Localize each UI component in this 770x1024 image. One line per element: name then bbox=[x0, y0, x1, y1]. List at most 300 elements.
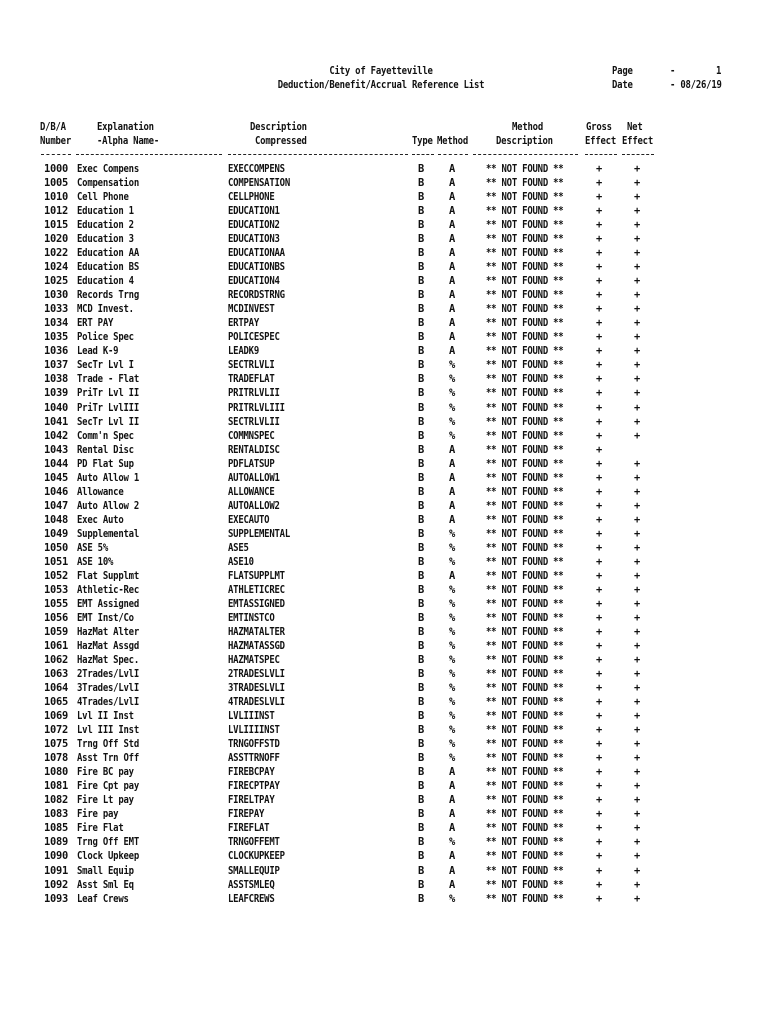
net-effect-cell: + bbox=[633, 513, 640, 526]
gross-effect-cell: + bbox=[595, 485, 602, 498]
method-cell: A bbox=[448, 822, 455, 835]
gross-effect-cell: + bbox=[595, 527, 602, 540]
explanation-cell: Education 1 bbox=[77, 205, 134, 218]
table-row bbox=[0, 667, 770, 681]
method-description-cell: ** NOT FOUND ** bbox=[486, 177, 564, 190]
explanation-cell: Records Trng bbox=[77, 289, 139, 302]
table-row bbox=[0, 190, 770, 204]
net-effect-cell: + bbox=[633, 205, 640, 218]
type-cell: B bbox=[417, 219, 424, 232]
net-effect-cell: + bbox=[633, 485, 640, 498]
method-description-cell: ** NOT FOUND ** bbox=[486, 401, 564, 414]
method-description-cell: ** NOT FOUND ** bbox=[486, 191, 564, 204]
table-row bbox=[0, 835, 770, 849]
dba-number: 1005 bbox=[44, 177, 69, 190]
type-cell: B bbox=[417, 597, 424, 610]
type-cell: B bbox=[417, 625, 424, 638]
header-separator bbox=[76, 154, 222, 155]
dba-number: 1091 bbox=[44, 864, 69, 877]
gross-effect-cell: + bbox=[595, 583, 602, 596]
description-cell: 3TRADESLVLI bbox=[228, 682, 285, 695]
type-cell: B bbox=[417, 710, 424, 723]
gross-effect-cell: + bbox=[595, 205, 602, 218]
method-description-cell: ** NOT FOUND ** bbox=[486, 625, 564, 638]
explanation-cell: Education AA bbox=[77, 247, 139, 260]
gross-effect-cell: + bbox=[595, 794, 602, 807]
table-row bbox=[0, 793, 770, 807]
dba-number: 1012 bbox=[44, 205, 69, 218]
method-description-cell: ** NOT FOUND ** bbox=[486, 289, 564, 302]
method-description-cell: ** NOT FOUND ** bbox=[486, 415, 564, 428]
type-cell: B bbox=[417, 822, 424, 835]
col-explanation-line1: Explanation bbox=[97, 121, 154, 133]
gross-effect-cell: + bbox=[595, 611, 602, 624]
gross-effect-cell: + bbox=[595, 780, 602, 793]
table-row bbox=[0, 555, 770, 569]
method-description-cell: ** NOT FOUND ** bbox=[486, 808, 564, 821]
explanation-cell: 4Trades/LvlI bbox=[77, 696, 139, 709]
description-cell: EMTINSTCO bbox=[228, 611, 275, 624]
gross-effect-cell: + bbox=[595, 808, 602, 821]
table-row bbox=[0, 639, 770, 653]
explanation-cell: Trade - Flat bbox=[77, 373, 139, 386]
gross-effect-cell: + bbox=[595, 233, 602, 246]
method-description-cell: ** NOT FOUND ** bbox=[486, 275, 564, 288]
description-cell: HAZMATALTER bbox=[228, 625, 285, 638]
dba-number: 1000 bbox=[44, 163, 69, 175]
net-effect-cell: + bbox=[633, 836, 640, 849]
net-effect-cell: + bbox=[633, 415, 640, 428]
table-row bbox=[0, 751, 770, 765]
method-cell: A bbox=[448, 233, 455, 246]
table-row bbox=[0, 681, 770, 695]
gross-effect-cell: + bbox=[595, 850, 602, 863]
type-cell: B bbox=[417, 331, 424, 344]
method-cell: A bbox=[448, 205, 455, 218]
type-cell: B bbox=[417, 738, 424, 751]
description-cell: TRNGOFFEMT bbox=[228, 836, 280, 849]
dba-number: 1062 bbox=[44, 654, 69, 667]
gross-effect-cell: + bbox=[595, 191, 602, 204]
net-effect-cell: + bbox=[633, 597, 640, 610]
type-cell: B bbox=[417, 654, 424, 667]
net-effect-cell: + bbox=[633, 710, 640, 723]
description-cell: ASSTTRNOFF bbox=[228, 752, 280, 765]
gross-effect-cell: + bbox=[595, 878, 602, 891]
gross-effect-cell: + bbox=[595, 247, 602, 260]
page-label: Page bbox=[612, 65, 633, 77]
net-effect-cell: + bbox=[633, 471, 640, 484]
method-description-cell: ** NOT FOUND ** bbox=[486, 864, 564, 877]
description-cell: ASSTSMLEQ bbox=[228, 878, 275, 891]
type-cell: B bbox=[417, 415, 424, 428]
method-description-cell: ** NOT FOUND ** bbox=[486, 836, 564, 849]
explanation-cell: PriTr Lvl II bbox=[77, 387, 139, 400]
explanation-cell: Cell Phone bbox=[77, 191, 129, 204]
explanation-cell: Rental Disc bbox=[77, 443, 134, 456]
explanation-cell: Small Equip bbox=[77, 864, 134, 877]
method-cell: % bbox=[448, 696, 455, 709]
dba-number: 1015 bbox=[44, 219, 69, 232]
gross-effect-cell: + bbox=[595, 289, 602, 302]
method-description-cell: ** NOT FOUND ** bbox=[486, 611, 564, 624]
table-row bbox=[0, 737, 770, 751]
gross-effect-cell: + bbox=[595, 822, 602, 835]
description-cell: HAZMATSPEC bbox=[228, 654, 280, 667]
dba-number: 1037 bbox=[44, 359, 69, 372]
method-description-cell: ** NOT FOUND ** bbox=[486, 233, 564, 246]
method-description-cell: ** NOT FOUND ** bbox=[486, 878, 564, 891]
method-cell: A bbox=[448, 808, 455, 821]
net-effect-cell: + bbox=[633, 611, 640, 624]
method-description-cell: ** NOT FOUND ** bbox=[486, 457, 564, 470]
gross-effect-cell: + bbox=[595, 471, 602, 484]
description-cell: HAZMATASSGD bbox=[228, 640, 285, 653]
method-cell: A bbox=[448, 163, 455, 175]
type-cell: B bbox=[417, 569, 424, 582]
method-description-cell: ** NOT FOUND ** bbox=[486, 640, 564, 653]
method-cell: A bbox=[448, 317, 455, 330]
table-row bbox=[0, 765, 770, 779]
header-separator bbox=[438, 154, 468, 155]
net-effect-cell: + bbox=[633, 822, 640, 835]
method-description-cell: ** NOT FOUND ** bbox=[486, 303, 564, 316]
net-effect-cell: + bbox=[633, 177, 640, 190]
description-cell: COMPENSATION bbox=[228, 177, 290, 190]
method-cell: % bbox=[448, 415, 455, 428]
method-cell: % bbox=[448, 373, 455, 386]
type-cell: B bbox=[417, 345, 424, 358]
dba-number: 1083 bbox=[44, 808, 69, 821]
dba-number: 1085 bbox=[44, 822, 69, 835]
table-row bbox=[0, 597, 770, 611]
gross-effect-cell: + bbox=[595, 555, 602, 568]
dba-number: 1072 bbox=[44, 724, 69, 737]
method-description-cell: ** NOT FOUND ** bbox=[486, 443, 564, 456]
gross-effect-cell: + bbox=[595, 303, 602, 316]
explanation-cell: ASE 10% bbox=[77, 555, 114, 568]
method-cell: A bbox=[448, 247, 455, 260]
gross-effect-cell: + bbox=[595, 373, 602, 386]
explanation-cell: Clock Upkeep bbox=[77, 850, 139, 863]
type-cell: B bbox=[417, 682, 424, 695]
type-cell: B bbox=[417, 864, 424, 877]
dba-number: 1048 bbox=[44, 513, 69, 526]
method-cell: A bbox=[448, 191, 455, 204]
description-cell: COMMNSPEC bbox=[228, 429, 275, 442]
method-description-cell: ** NOT FOUND ** bbox=[486, 583, 564, 596]
method-description-cell: ** NOT FOUND ** bbox=[486, 219, 564, 232]
type-cell: B bbox=[417, 163, 424, 175]
net-effect-cell: + bbox=[633, 233, 640, 246]
type-cell: B bbox=[417, 275, 424, 288]
method-cell: A bbox=[448, 331, 455, 344]
header-separator bbox=[585, 154, 617, 155]
gross-effect-cell: + bbox=[595, 261, 602, 274]
type-cell: B bbox=[417, 794, 424, 807]
table-row bbox=[0, 625, 770, 639]
description-cell: RECORDSTRNG bbox=[228, 289, 285, 302]
description-cell: EDUCATION3 bbox=[228, 233, 280, 246]
net-effect-cell: + bbox=[633, 457, 640, 470]
description-cell: CLOCKUPKEEP bbox=[228, 850, 285, 863]
gross-effect-cell: + bbox=[595, 597, 602, 610]
method-cell: % bbox=[448, 710, 455, 723]
table-row bbox=[0, 471, 770, 485]
table-row bbox=[0, 723, 770, 737]
dba-number: 1065 bbox=[44, 696, 69, 709]
table-row bbox=[0, 779, 770, 793]
dba-number: 1040 bbox=[44, 401, 69, 414]
explanation-cell: Exec Compens bbox=[77, 163, 139, 175]
method-description-cell: ** NOT FOUND ** bbox=[486, 499, 564, 512]
description-cell: PRITRLVLII bbox=[228, 387, 280, 400]
header-separator bbox=[412, 154, 434, 155]
description-cell: LEAFCREWS bbox=[228, 892, 275, 905]
description-cell: LEADK9 bbox=[228, 345, 260, 358]
type-cell: B bbox=[417, 289, 424, 302]
type-cell: B bbox=[417, 696, 424, 709]
dba-number: 1059 bbox=[44, 625, 69, 638]
col-net-line2: Effect bbox=[622, 135, 654, 147]
type-cell: B bbox=[417, 611, 424, 624]
table-row bbox=[0, 709, 770, 723]
table-row bbox=[0, 358, 770, 372]
method-cell: % bbox=[448, 654, 455, 667]
description-cell: EDUCATIONBS bbox=[228, 261, 285, 274]
table-row bbox=[0, 415, 770, 429]
dba-number: 1092 bbox=[44, 878, 69, 891]
gross-effect-cell: + bbox=[595, 513, 602, 526]
report-title: Deduction/Benefit/Accrual Reference List bbox=[277, 79, 485, 91]
dba-number: 1010 bbox=[44, 191, 69, 204]
table-row bbox=[0, 807, 770, 821]
method-description-cell: ** NOT FOUND ** bbox=[486, 710, 564, 723]
gross-effect-cell: + bbox=[595, 163, 602, 175]
type-cell: B bbox=[417, 766, 424, 779]
method-cell: A bbox=[448, 177, 455, 190]
dba-number: 1081 bbox=[44, 780, 69, 793]
dba-number: 1063 bbox=[44, 668, 69, 681]
header-separator bbox=[473, 154, 578, 155]
description-cell: ALLOWANCE bbox=[228, 485, 275, 498]
dba-number: 1039 bbox=[44, 387, 69, 400]
gross-effect-cell: + bbox=[595, 625, 602, 638]
table-row bbox=[0, 162, 770, 176]
net-effect-cell: + bbox=[633, 569, 640, 582]
type-cell: B bbox=[417, 317, 424, 330]
description-cell: LVLIIIINST bbox=[228, 724, 280, 737]
description-cell: EDUCATIONAA bbox=[228, 247, 285, 260]
method-cell: A bbox=[448, 794, 455, 807]
method-description-cell: ** NOT FOUND ** bbox=[486, 373, 564, 386]
type-cell: B bbox=[417, 485, 424, 498]
dba-number: 1045 bbox=[44, 471, 69, 484]
dba-number: 1036 bbox=[44, 345, 69, 358]
method-cell: A bbox=[448, 878, 455, 891]
description-cell: PDFLATSUP bbox=[228, 457, 275, 470]
dba-number: 1049 bbox=[44, 527, 69, 540]
method-cell: % bbox=[448, 682, 455, 695]
col-dba-line2: Number bbox=[40, 135, 72, 147]
type-cell: B bbox=[417, 583, 424, 596]
description-cell: 4TRADESLVLI bbox=[228, 696, 285, 709]
method-cell: % bbox=[448, 583, 455, 596]
type-cell: B bbox=[417, 373, 424, 386]
dba-number: 1025 bbox=[44, 275, 69, 288]
dba-number: 1055 bbox=[44, 597, 69, 610]
col-description-line1: Description bbox=[250, 121, 307, 133]
table-row bbox=[0, 302, 770, 316]
type-cell: B bbox=[417, 177, 424, 190]
description-cell: FIREPAY bbox=[228, 808, 265, 821]
method-cell: % bbox=[448, 387, 455, 400]
table-row bbox=[0, 386, 770, 400]
description-cell: FIRECPTPAY bbox=[228, 780, 280, 793]
gross-effect-cell: + bbox=[595, 219, 602, 232]
explanation-cell: Compensation bbox=[77, 177, 139, 190]
dba-number: 1090 bbox=[44, 850, 69, 863]
description-cell: FIREBCPAY bbox=[228, 766, 275, 779]
type-cell: B bbox=[417, 850, 424, 863]
net-effect-cell: + bbox=[633, 625, 640, 638]
description-cell: EDUCATION2 bbox=[228, 219, 280, 232]
org-title: City of Fayetteville bbox=[329, 65, 433, 77]
method-cell: A bbox=[448, 513, 455, 526]
net-effect-cell: + bbox=[633, 499, 640, 512]
header-separator bbox=[41, 154, 71, 155]
gross-effect-cell: + bbox=[595, 275, 602, 288]
method-description-cell: ** NOT FOUND ** bbox=[486, 513, 564, 526]
explanation-cell: PD Flat Sup bbox=[77, 457, 134, 470]
gross-effect-cell: + bbox=[595, 443, 602, 456]
description-cell: SMALLEQUIP bbox=[228, 864, 280, 877]
type-cell: B bbox=[417, 233, 424, 246]
method-cell: % bbox=[448, 541, 455, 554]
dba-number: 1043 bbox=[44, 443, 69, 456]
table-row bbox=[0, 288, 770, 302]
header-separator bbox=[622, 154, 654, 155]
explanation-cell: Fire BC pay bbox=[77, 766, 134, 779]
method-cell: % bbox=[448, 611, 455, 624]
method-cell: % bbox=[448, 401, 455, 414]
type-cell: B bbox=[417, 205, 424, 218]
method-description-cell: ** NOT FOUND ** bbox=[486, 780, 564, 793]
net-effect-cell: + bbox=[633, 275, 640, 288]
net-effect-cell: + bbox=[633, 668, 640, 681]
explanation-cell: EMT Inst/Co bbox=[77, 611, 134, 624]
net-effect-cell: + bbox=[633, 317, 640, 330]
page-dash: - bbox=[670, 65, 676, 77]
dba-number: 1093 bbox=[44, 892, 69, 905]
method-cell: % bbox=[448, 738, 455, 751]
method-description-cell: ** NOT FOUND ** bbox=[486, 682, 564, 695]
type-cell: B bbox=[417, 555, 424, 568]
net-effect-cell: + bbox=[633, 527, 640, 540]
method-cell: A bbox=[448, 780, 455, 793]
method-cell: % bbox=[448, 724, 455, 737]
dba-number: 1080 bbox=[44, 766, 69, 779]
description-cell: ATHLETICREC bbox=[228, 583, 285, 596]
gross-effect-cell: + bbox=[595, 766, 602, 779]
dba-number: 1046 bbox=[44, 485, 69, 498]
method-description-cell: ** NOT FOUND ** bbox=[486, 471, 564, 484]
description-cell: AUTOALLOW1 bbox=[228, 471, 280, 484]
method-cell: A bbox=[448, 261, 455, 274]
table-row bbox=[0, 513, 770, 527]
type-cell: B bbox=[417, 878, 424, 891]
method-description-cell: ** NOT FOUND ** bbox=[486, 247, 564, 260]
type-cell: B bbox=[417, 429, 424, 442]
gross-effect-cell: + bbox=[595, 836, 602, 849]
dba-number: 1075 bbox=[44, 738, 69, 751]
method-cell: A bbox=[448, 499, 455, 512]
gross-effect-cell: + bbox=[595, 317, 602, 330]
method-cell: % bbox=[448, 359, 455, 372]
page-number: 1 bbox=[716, 65, 722, 77]
net-effect-cell: + bbox=[633, 738, 640, 751]
description-cell: CELLPHONE bbox=[228, 191, 275, 204]
net-effect-cell: + bbox=[633, 724, 640, 737]
explanation-cell: HazMat Spec. bbox=[77, 654, 139, 667]
dba-number: 1082 bbox=[44, 794, 69, 807]
explanation-cell: Fire pay bbox=[77, 808, 119, 821]
net-effect-cell: + bbox=[633, 345, 640, 358]
gross-effect-cell: + bbox=[595, 387, 602, 400]
date-label: Date bbox=[612, 79, 633, 91]
type-cell: B bbox=[417, 892, 424, 905]
dba-number: 1030 bbox=[44, 289, 69, 302]
table-row bbox=[0, 457, 770, 471]
method-description-cell: ** NOT FOUND ** bbox=[486, 555, 564, 568]
table-row bbox=[0, 218, 770, 232]
method-cell: % bbox=[448, 597, 455, 610]
col-gross-line1: Gross bbox=[586, 121, 612, 133]
explanation-cell: Auto Allow 1 bbox=[77, 471, 139, 484]
description-cell: TRADEFLAT bbox=[228, 373, 275, 386]
explanation-cell: HazMat Alter bbox=[77, 625, 139, 638]
net-effect-cell: + bbox=[633, 247, 640, 260]
description-cell: LVLIIINST bbox=[228, 710, 275, 723]
dba-number: 1051 bbox=[44, 555, 69, 568]
dba-number: 1047 bbox=[44, 499, 69, 512]
method-cell: % bbox=[448, 527, 455, 540]
explanation-cell: Education 3 bbox=[77, 233, 134, 246]
table-row bbox=[0, 204, 770, 218]
explanation-cell: Fire Lt pay bbox=[77, 794, 134, 807]
table-row bbox=[0, 344, 770, 358]
col-dba-line1: D/B/A bbox=[40, 121, 66, 133]
description-cell: MCDINVEST bbox=[228, 303, 275, 316]
gross-effect-cell: + bbox=[595, 738, 602, 751]
dba-number: 1064 bbox=[44, 682, 69, 695]
dba-number: 1052 bbox=[44, 569, 69, 582]
dba-number: 1069 bbox=[44, 710, 69, 723]
type-cell: B bbox=[417, 401, 424, 414]
method-cell: % bbox=[448, 836, 455, 849]
type-cell: B bbox=[417, 359, 424, 372]
description-cell: EDUCATION4 bbox=[228, 275, 280, 288]
net-effect-cell: + bbox=[633, 303, 640, 316]
description-cell: PRITRLVLIII bbox=[228, 401, 285, 414]
dba-number: 1056 bbox=[44, 611, 69, 624]
net-effect-cell: + bbox=[633, 359, 640, 372]
table-row bbox=[0, 274, 770, 288]
type-cell: B bbox=[417, 457, 424, 470]
method-cell: A bbox=[448, 485, 455, 498]
net-effect-cell: + bbox=[633, 429, 640, 442]
header-separator bbox=[228, 154, 408, 155]
